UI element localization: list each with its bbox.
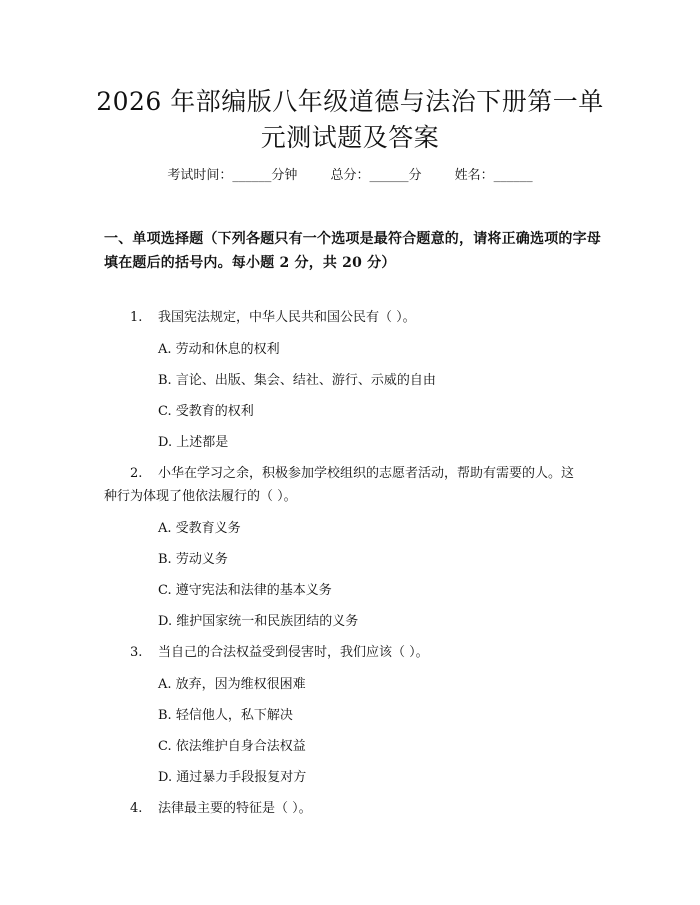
question-3-option-b: B. 轻信他人，私下解决 — [158, 708, 293, 723]
question-2-text-continued: 种行为体现了他依法履行的（ ）。 — [104, 489, 297, 504]
section-heading-line-1: 一、单项选择题（下列各题只有一个选项是最符合题意的，请将正确选项的字母 — [104, 231, 601, 247]
question-3-option-c: C. 依法维护自身合法权益 — [158, 739, 306, 754]
question-2-option-c: C. 遵守宪法和法律的基本义务 — [158, 583, 332, 598]
total-score-blank: ______ — [369, 168, 409, 183]
exam-info-line — [0, 166, 700, 186]
exam-time-blank: ______ — [232, 168, 272, 183]
question-3-text: 当自己的合法权益受到侵害时，我们应该（ ）。 — [158, 645, 429, 660]
name-blank: ______ — [493, 168, 533, 183]
question-2-option-d: D. 维护国家统一和民族团结的义务 — [158, 614, 359, 629]
question-1-text: 我国宪法规定，中华人民共和国公民有（ ）。 — [158, 310, 416, 325]
question-1-option-d: D. 上述都是 — [158, 435, 229, 450]
question-number: 3. — [130, 645, 143, 660]
question-number: 4. — [130, 801, 143, 816]
document-title-line-1: 2026 年部编版八年级道德与法治下册第一单 — [96, 87, 604, 116]
question-number: 1. — [130, 310, 143, 325]
section-heading-line-2: 填在题后的括号内。每小题 2 分，共 20 分） — [104, 255, 396, 271]
question-2-option-a: A. 受教育义务 — [158, 521, 241, 536]
question-3-option-d: D. 通过暴力手段报复对方 — [158, 770, 307, 785]
total-score-unit: 分 — [408, 168, 422, 183]
document-title-line-2: 元测试题及答案 — [260, 123, 440, 152]
question-2-option-b: B. 劳动义务 — [158, 552, 228, 567]
question-2-text: 小华在学习之余，积极参加学校组织的志愿者活动，帮助有需要的人。这 — [158, 466, 575, 481]
question-4-text: 法律最主要的特征是（ ）。 — [158, 801, 312, 816]
question-number: 2. — [130, 466, 143, 481]
exam-time-unit: 分钟 — [271, 168, 298, 183]
name-label: 姓名： — [454, 168, 494, 183]
question-3-option-a: A. 放弃，因为维权很困难 — [158, 677, 306, 692]
question-1-option-c: C. 受教育的权利 — [158, 404, 254, 419]
question-1-option-b: B. 言论、出版、集会、结社、游行、示威的自由 — [158, 373, 436, 388]
exam-time-label: 考试时间： — [167, 168, 233, 183]
total-score-label: 总分： — [330, 168, 370, 183]
question-1-option-a: A. 劳动和休息的权利 — [158, 342, 280, 357]
